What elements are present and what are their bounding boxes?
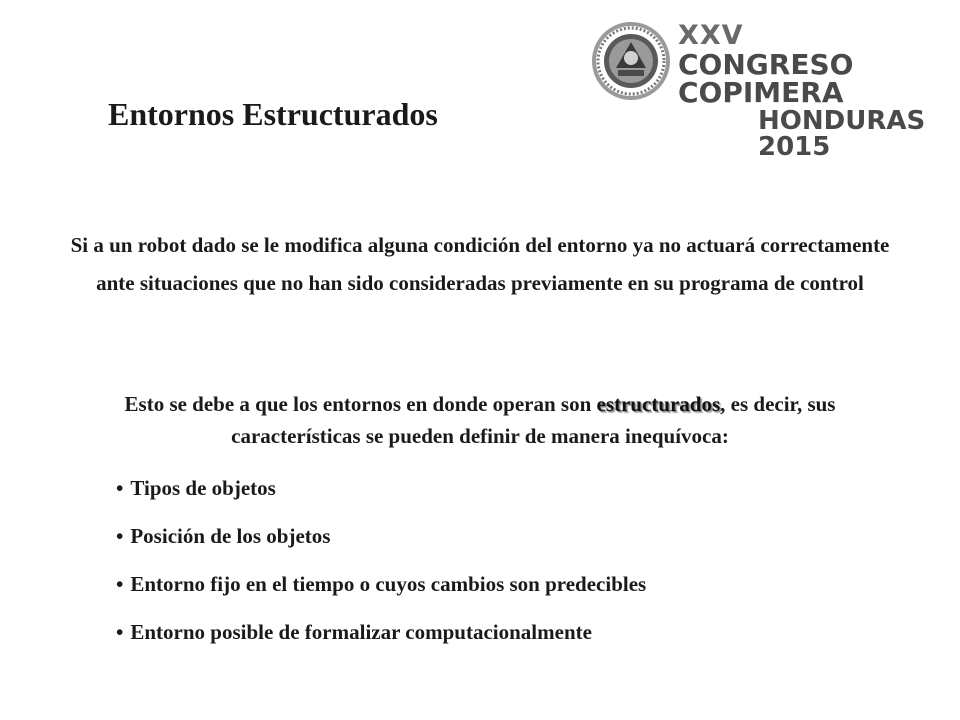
- logo-edition: XXV: [678, 20, 744, 51]
- logo-congress-name: CONGRESO COPIMERA: [678, 48, 854, 109]
- seal-icon: [590, 20, 672, 102]
- slide-title: Entornos Estructurados: [108, 96, 438, 132]
- list-item-text: Entorno posible de formalizar computacionalmente: [130, 620, 592, 644]
- emphasized-term: estructurados: [596, 392, 721, 416]
- logo-text: [678, 22, 940, 160]
- intro-paragraph: Si a un robot dado se le modifica alguna condición del entorno ya no actuará correctamente ante situaciones que no han sido consideradas previamente en su programa de control: [70, 233, 890, 295]
- characteristics-list: [116, 474, 646, 666]
- explanation-text-start: Esto se debe a que los entornos en donde operan son: [124, 392, 597, 416]
- bullet-icon: •: [116, 524, 124, 548]
- list-item-text: Entorno fijo en el tiempo o cuyos cambios son predecibles: [130, 572, 647, 596]
- list-item-text: Posición de los objetos: [130, 524, 331, 548]
- list-item: [116, 474, 646, 522]
- list-item-text: Tipos de objetos: [130, 476, 276, 500]
- bullet-icon: •: [116, 476, 124, 500]
- list-item: [116, 618, 646, 666]
- explanation-paragraph: [70, 388, 890, 452]
- logo-location-year: HONDURAS 2015: [758, 106, 926, 162]
- congress-logo: [590, 18, 940, 162]
- list-item: [116, 570, 646, 618]
- list-item: [116, 522, 646, 570]
- bullet-icon: •: [116, 620, 124, 644]
- explanation-text-end: , es decir, sus características se pueden definir de manera inequívoca:: [231, 392, 836, 448]
- bullet-icon: •: [116, 572, 124, 596]
